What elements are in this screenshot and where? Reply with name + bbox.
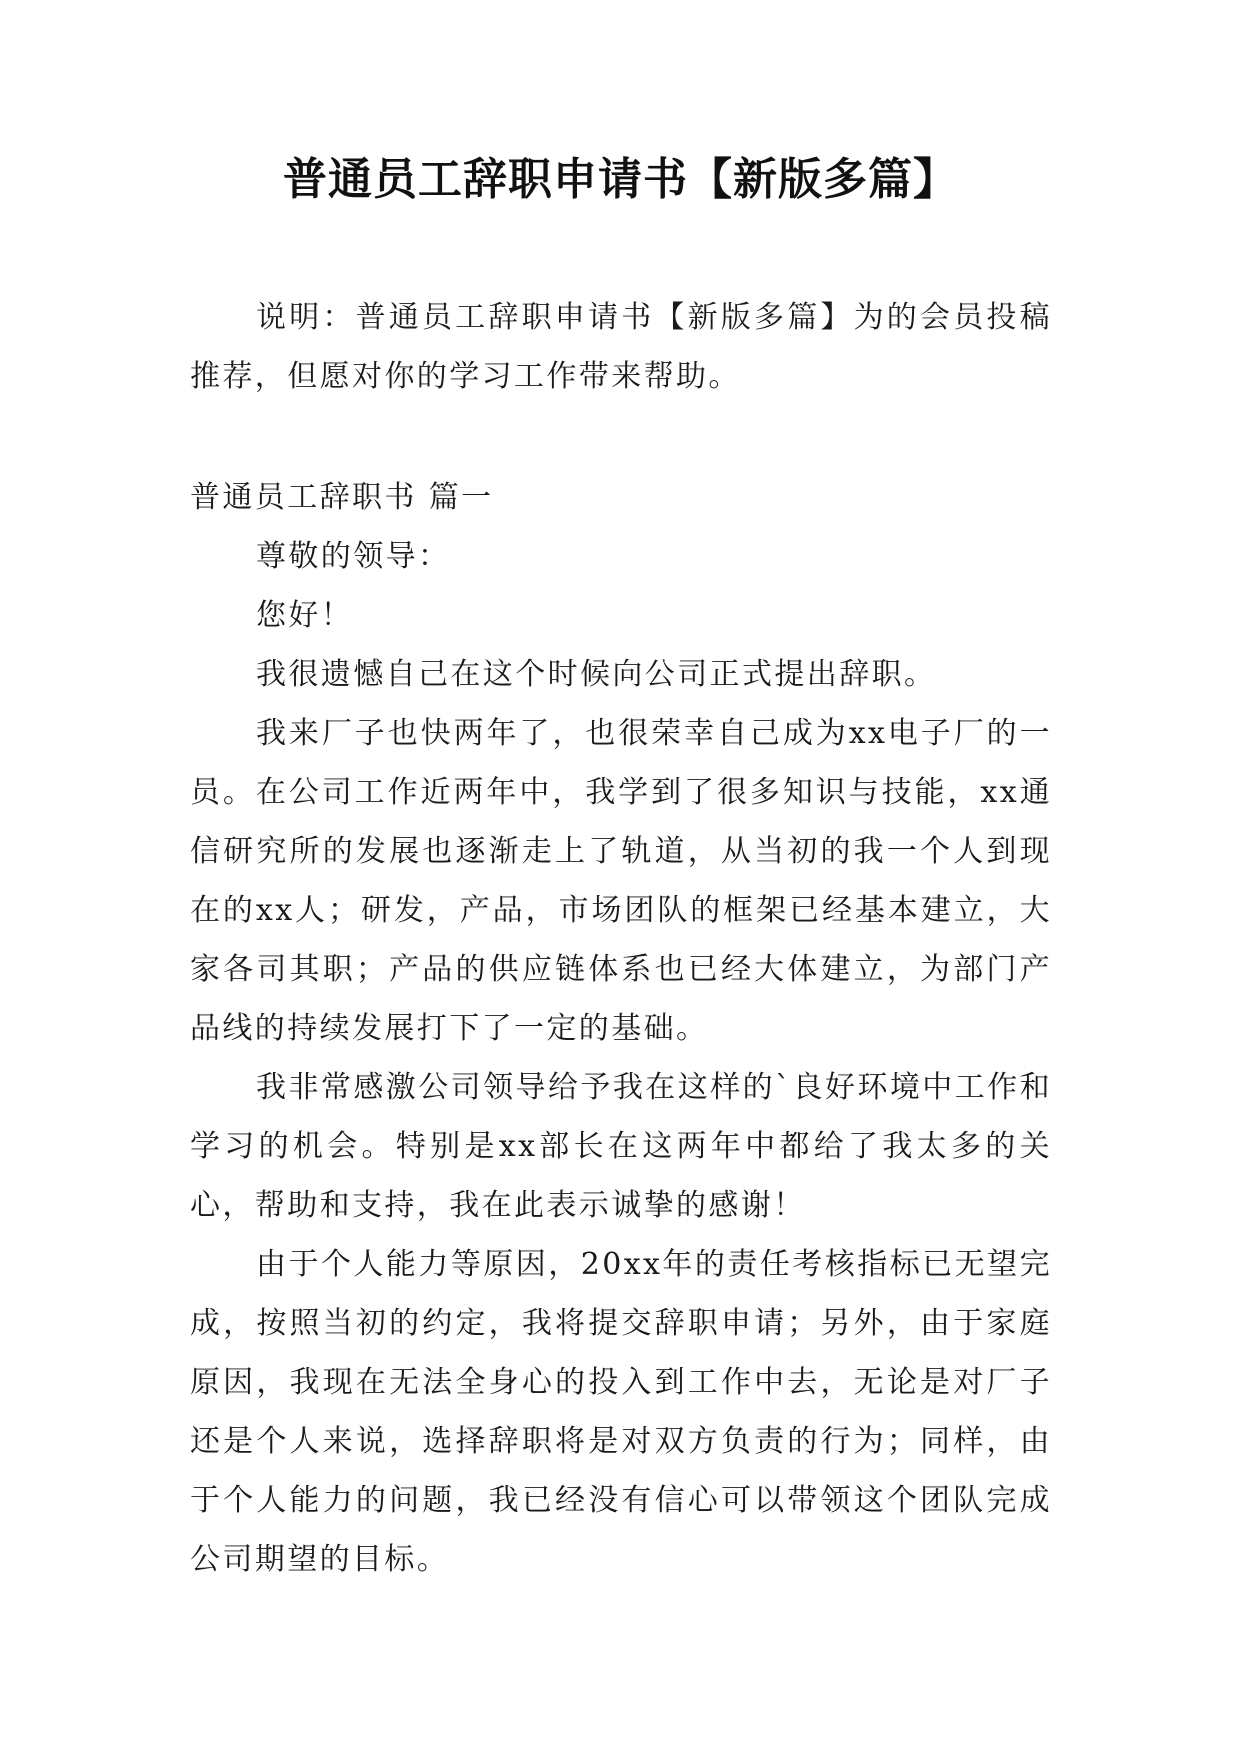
- intro-paragraph: 说明：普通员工辞职申请书【新版多篇】为的会员投稿推荐，但愿对你的学习工作带来帮助。: [190, 300, 1052, 394]
- salutation: 尊敬的领导：: [256, 539, 451, 574]
- body-paragraph: 我来厂子也快两年了，也很荣幸自己成为xx电子厂的一员。在公司工作近两年中，我学到了很多知识与技能，xx通信研究所的发展也逐渐走上了轨道，从当初的我一个人到现在的xx人；研发，产品，市场团队的框架已经基本建立，大家各司其职；产品的供应链体系也已经大体建立，为部门产品线的持续发展打下了一定的基础。: [190, 716, 1052, 1046]
- section-heading: 普通员工辞职书 篇一: [190, 480, 494, 515]
- body-paragraph: 我很遗憾自己在这个时候向公司正式提出辞职。: [256, 657, 937, 692]
- body-paragraph: 由于个人能力等原因，20xx年的责任考核指标已无望完成，按照当初的约定，我将提交辞职申请；另外，由于家庭原因，我现在无法全身心的投入到工作中去，无论是对厂子还是个人来说，选择辞职将是对双方负责的行为；同样，由于个人能力的问题，我已经没有信心可以带领这个团队完成公司期望的目标。: [190, 1247, 1052, 1577]
- document-title: 普通员工辞职申请书【新版多篇】: [283, 154, 958, 205]
- greeting: 您好！: [256, 598, 354, 633]
- body-paragraph: 我非常感激公司领导给予我在这样的`良好环境中工作和学习的机会。特别是xx部长在这两年中都给了我太多的关心，帮助和支持，我在此表示诚挚的感谢！: [190, 1070, 1052, 1223]
- document-body: [190, 288, 1052, 1589]
